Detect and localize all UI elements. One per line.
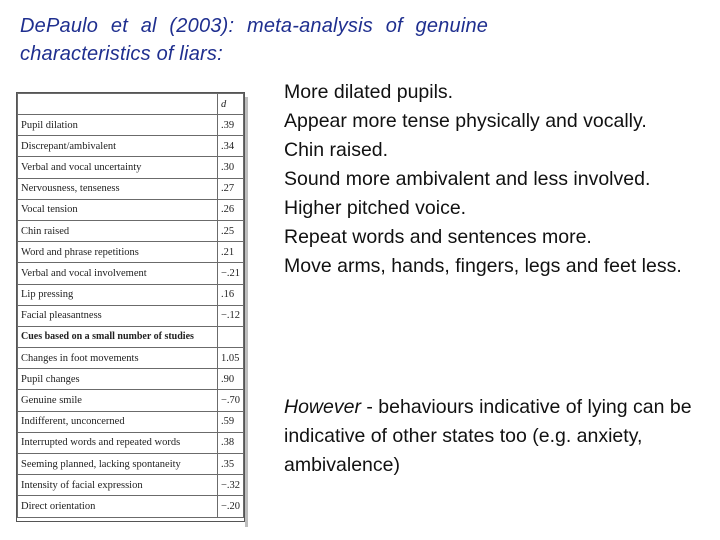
finding-item: Move arms, hands, fingers, legs and feet less. [284,255,682,277]
title-line-2: characteristics of liars: [20,43,223,65]
finding-item: More dilated pupils. [284,81,454,103]
header-cue [18,94,218,115]
table-row [18,284,244,305]
caveat-note [284,393,704,480]
cue-cell: Pupil changes [18,369,218,390]
cue-cell: Verbal and vocal involvement [18,263,218,284]
caveat-text: - behaviours indicative of lying can be indicative of other states too (e.g. anxiety, ambivalence) [284,396,692,476]
finding-item: Repeat words and sentences more. [284,226,592,248]
finding-item: Sound more ambivalent and less involved. [284,168,651,190]
table-row [18,390,244,411]
effect-size-cell: .21 [218,242,244,263]
effect-size-cell: .38 [218,432,244,453]
effect-size-cell: −.20 [218,496,244,517]
table-header-row [18,94,244,115]
table-row [18,263,244,284]
effect-size-cell: 1.05 [218,348,244,369]
cues-table-image [16,92,245,522]
table-row [18,178,244,199]
cue-cell: Discrepant/ambivalent [18,136,218,157]
table-row [18,432,244,453]
effect-size-cell: .16 [218,284,244,305]
finding-item: Appear more tense physically and vocally. [284,110,647,132]
effect-size-cell: .25 [218,220,244,241]
table-row [18,348,244,369]
cues-table [17,93,244,518]
cue-cell: Chin raised [18,220,218,241]
table-row [18,369,244,390]
table-row [18,136,244,157]
cue-cell: Seeming planned, lacking spontaneity [18,454,218,475]
table-row [18,475,244,496]
cue-cell: Changes in foot movements [18,348,218,369]
finding-item: Higher pitched voice. [284,197,467,219]
cue-cell: Genuine smile [18,390,218,411]
table-row [18,454,244,475]
cue-cell: Direct orientation [18,496,218,517]
effect-size-cell: .34 [218,136,244,157]
table-row [18,411,244,432]
effect-size-cell: .90 [218,369,244,390]
effect-size-cell: .35 [218,454,244,475]
effect-size-cell: .39 [218,115,244,136]
table-row [18,305,244,326]
table-row [18,157,244,178]
cue-cell: Word and phrase repetitions [18,242,218,263]
effect-size-cell: .27 [218,178,244,199]
caveat-emphasis: However [284,396,361,418]
table-row [18,496,244,517]
effect-size-cell: −.70 [218,390,244,411]
effect-size-cell: .26 [218,199,244,220]
cue-cell: Verbal and vocal uncertainty [18,157,218,178]
cue-cell: Intensity of facial expression [18,475,218,496]
cue-cell: Lip pressing [18,284,218,305]
effect-size-cell: −.21 [218,263,244,284]
cue-cell: Vocal tension [18,199,218,220]
slide-title [20,12,620,68]
cue-cell: Interrupted words and repeated words [18,432,218,453]
effect-size-cell: −.12 [218,305,244,326]
table-row [18,115,244,136]
cue-cell: Pupil dilation [18,115,218,136]
findings-list [284,78,704,281]
cue-cell: Facial pleasantness [18,305,218,326]
cue-cell: Nervousness, tenseness [18,178,218,199]
header-d: d [218,94,244,115]
title-line-1: DePaulo et al (2003): meta-analysis of genuine [20,15,489,37]
cue-cell: Indifferent, unconcerned [18,411,218,432]
table-subheader: Cues based on a small number of studies [18,326,218,347]
effect-size-cell: −.32 [218,475,244,496]
finding-item: Chin raised. [284,139,389,161]
table-row [18,199,244,220]
table-row [18,220,244,241]
effect-size-cell: .30 [218,157,244,178]
table-subheader-row [18,326,244,347]
effect-size-cell: .59 [218,411,244,432]
table-row [18,242,244,263]
